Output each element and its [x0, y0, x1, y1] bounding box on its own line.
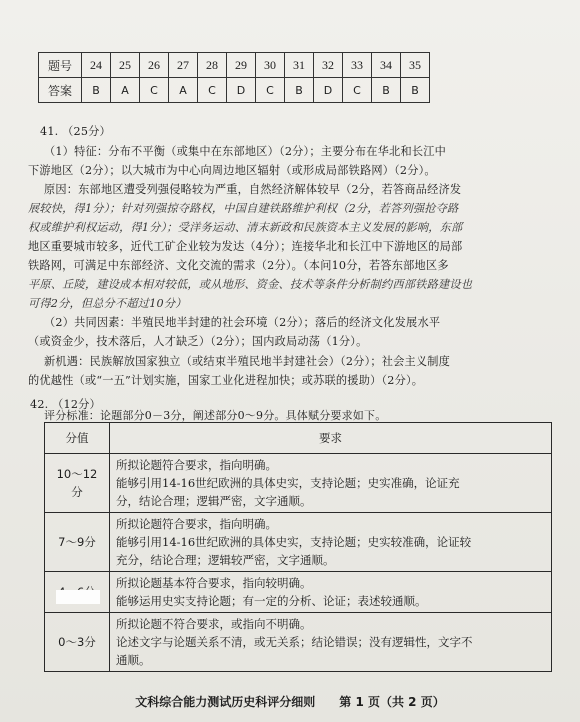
col-requirement-header: 要求 — [110, 423, 552, 454]
answer-cell: D — [314, 78, 343, 103]
scoring-row — [45, 454, 552, 513]
number-row-label: 题号 — [39, 53, 82, 78]
score-requirement — [110, 454, 552, 513]
q41-line: 下游地区（2分）；以大城市为中心向周边地区辐射（或形成局部铁路网）（2分）。 — [28, 164, 436, 177]
scoring-table — [44, 422, 552, 672]
q41-line: （或资金少，技术落后，人才缺乏）（2分）；国内政局动荡（1分）。 — [28, 335, 368, 348]
q42-header: 42. （12分） — [30, 398, 101, 411]
scoring-row — [45, 572, 552, 613]
q41-line: 新机遇：民族解放国家独立（或结束半殖民地半封建社会）（2分）；社会主义制度 — [44, 355, 451, 368]
scoring-table-header — [45, 423, 552, 454]
question-number: 30 — [256, 53, 285, 78]
q41-line: 原因：东部地区遭受列强侵略较为严重，自然经济解体较早（2分，若答商品经济发 — [44, 183, 462, 196]
col-level-header: 分值 — [45, 423, 110, 454]
requirement-line: 通顺。 — [116, 653, 151, 667]
question-number: 35 — [401, 53, 430, 78]
page-footer: 文科综合能力测试历史科评分细则 第 1 页（共 2 页） — [135, 695, 445, 709]
q41-header: 41. （25分） — [40, 125, 111, 138]
answer-cell: C — [140, 78, 169, 103]
score-level: 7～9分 — [45, 513, 110, 572]
q41-line: 权或维护利权运动，得1分）；受洋务运动、清末新政和民族资本主义发展的影响，东部 — [28, 221, 463, 234]
answer-row-label: 答案 — [39, 78, 82, 103]
answer-cell: B — [285, 78, 314, 103]
question-number: 28 — [198, 53, 227, 78]
question-number: 24 — [82, 53, 111, 78]
q41-line: （1）特征：分布不平衡（或集中在东部地区）（2分）；主要分布在华北和长江中 — [44, 145, 447, 158]
question-number: 29 — [227, 53, 256, 78]
requirement-line: 能够引用14-16世纪欧洲的具体史实，支持论题；史实准确，论证充 — [116, 476, 460, 490]
question-number: 26 — [140, 53, 169, 78]
answer-cell: C — [198, 78, 227, 103]
answer-table-answer-row — [39, 78, 430, 103]
question-number: 31 — [285, 53, 314, 78]
requirement-line: 能够运用史实支持论题；有一定的分析、论证；表述较通顺。 — [116, 594, 427, 608]
q41-line: 平原、丘陵，建设成本相对较低，或从地形、资金、技术等条件分析制约西部铁路建设也 — [28, 278, 473, 291]
q42-intro: 评分标准：论题部分0－3分，阐述部分0～9分。具体赋分要求如下。 — [44, 409, 387, 422]
answer-table — [38, 52, 430, 103]
answer-table-number-row — [39, 53, 430, 78]
q41-line: （2）共同因素：半殖民地半封建的社会环境（2分）；落后的经济文化发展水平 — [44, 316, 441, 329]
answer-cell: B — [401, 78, 430, 103]
q41-line: 展较快，得1分）；针对列强掠夺路权，中国自建铁路维护利权（2分，若答列强抢夺路 — [28, 202, 459, 215]
score-requirement — [110, 613, 552, 672]
question-number: 27 — [169, 53, 198, 78]
answer-cell: C — [256, 78, 285, 103]
score-requirement — [110, 513, 552, 572]
question-number: 33 — [343, 53, 372, 78]
requirement-line: 充分，结论合理；逻辑较严密，文字通顺。 — [116, 553, 335, 567]
scoring-row — [45, 513, 552, 572]
requirement-line: 所拟论题基本符合要求，指向较明确。 — [116, 576, 312, 590]
requirement-line: 所拟论题不符合要求，或指向不明确。 — [116, 617, 312, 631]
question-number: 25 — [111, 53, 140, 78]
requirement-line: 分，结论合理；逻辑严密，文字通顺。 — [116, 494, 312, 508]
answer-cell: B — [82, 78, 111, 103]
question-number: 32 — [314, 53, 343, 78]
requirement-line: 所拟论题符合要求，指向明确。 — [116, 458, 277, 472]
score-level: 0～3分 — [45, 613, 110, 672]
answer-cell: A — [111, 78, 140, 103]
answer-cell: D — [227, 78, 256, 103]
requirement-line: 所拟论题符合要求，指向明确。 — [116, 517, 277, 531]
q41-line: 铁路网，可满足中东部经济、文化交流的需求（2分）。（本问10分，若答东部地区多 — [28, 259, 449, 272]
answer-cell: C — [343, 78, 372, 103]
score-requirement — [110, 572, 552, 613]
requirement-line: 论述文字与论题关系不清，或无关系；结论错误；没有逻辑性，文字不 — [116, 635, 473, 649]
scoring-row — [45, 613, 552, 672]
redaction-patch — [56, 590, 100, 604]
q41-line: 可得2分，但总分不超过10分） — [28, 297, 187, 310]
answer-cell: B — [372, 78, 401, 103]
score-level: 10～12分 — [45, 454, 110, 513]
requirement-line: 能够引用14-16世纪欧洲的具体史实，支持论题；史实较准确，论证较 — [116, 535, 472, 549]
q41-line: 的优越性（或“一五”计划实施，国家工业化进程加快；或苏联的援助）（2分）。 — [28, 374, 424, 387]
question-number: 34 — [372, 53, 401, 78]
answer-cell: A — [169, 78, 198, 103]
q41-line: 地区重要城市较多，近代工矿企业较为发达（4分）；连接华北和长江中下游地区的局部 — [28, 240, 463, 253]
